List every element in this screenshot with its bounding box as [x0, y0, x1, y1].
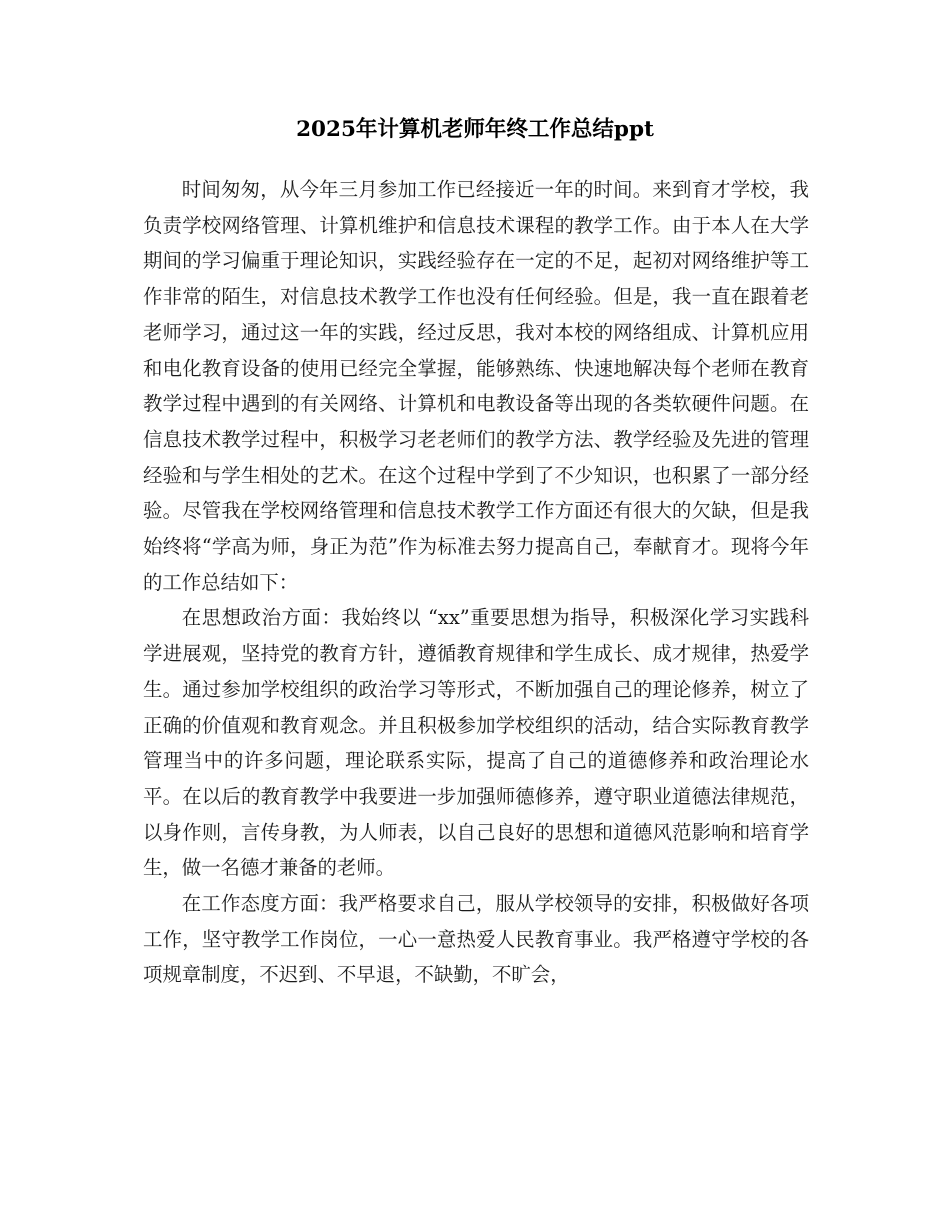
paragraph-work-attitude: 在工作态度方面：我严格要求自己，服从学校领导的安排，积极做好各项工作，坚守教学工作岗位，一心一意热爱人民教育事业。我严格遵守学校的各项规章制度，不迟到、不早退，不缺勤，不旷会， [143, 892, 809, 987]
document-body [143, 172, 809, 993]
paragraph-introduction: 时间匆匆，从今年三月参加工作已经接近一年的时间。来到育才学校，我负责学校网络管理、计算机维护和信息技术课程的教学工作。由于本人在大学期间的学习偏重于理论知识，实践经验存在一定的不足，起初对网络维护等工作非常的陌生，对信息技术教学工作也没有任何经验。但是，我一直在跟着老老师学习，通过这一年的实践，经过反思，我对本校的网络组成、计算机应用和电化教育设备的使用已经完全掌握，能够熟练、快速地解决每个老师在教育教学过程中遇到的有关网络、计算机和电教设备等出现的各类软硬件问题。在信息技术教学过程中，积极学习老老师们的教学方法、教学经验及先进的管理经验和与学生相处的艺术。在这个过程中学到了不少知识，也积累了一部分经验。尽管我在学校网络管理和信息技术教学工作方面还有很大的欠缺，但是我始终将“学高为师，身正为范”作为标准去努力提高自己，奉献育才。现将今年的工作总结如下： [143, 178, 809, 594]
paragraph-political-thought: 在思想政治方面：我始终以 “xx”重要思想为指导，积极深化学习实践科学进展观，坚持党的教育方针，遵循教育规律和学生成长、成才规律，热爱学生。通过参加学校组织的政治学习等形式，不断加强自己的理论修养，树立了正确的价值观和教育观念。并且积极参加学校组织的活动，结合实际教育教学管理当中的许多问题，理论联系实际，提高了自己的道德修养和政治理论水平。在以后的教育教学中我要进一步加强师德修养，遵守职业道德法律规范，以身作则，言传身教，为人师表，以自己良好的思想和道德风范影响和培育学生，做一名德才兼备的老师。 [143, 606, 809, 880]
document-title: 2025年计算机老师年终工作总结ppt [296, 117, 654, 142]
